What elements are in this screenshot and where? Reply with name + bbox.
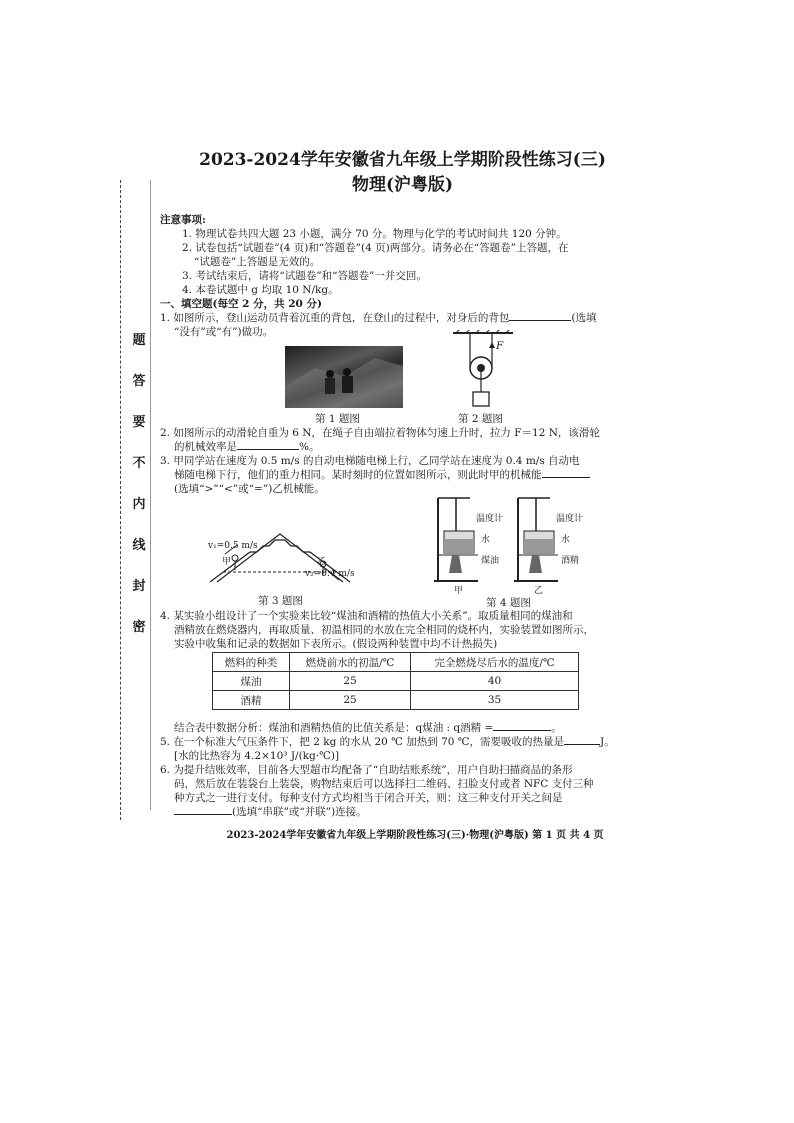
pulley-diagram xyxy=(448,330,518,412)
question-4-line2: 酒精放在燃烧器内，再取质量、初温相同的水放在完全相同的烧杯内，实验装置如图所示， xyxy=(174,624,594,636)
table-header: 燃烧前水的初温/℃ xyxy=(290,653,411,672)
table-cell: 25 xyxy=(290,672,411,691)
notice-item: 2. 试卷包括“试题卷”(4 页)和“答题卷”(4 页)两部分。请务必在“答题卷”上答题，在 xyxy=(182,242,569,254)
force-label-F: F xyxy=(496,340,504,352)
seal-char: 线 xyxy=(132,538,146,553)
q6-text: (选填“串联”或“并联”)连接。 xyxy=(232,806,367,818)
q4-text: 。 xyxy=(551,722,562,734)
v2-label: v₂=0.4 m/s xyxy=(305,569,355,579)
page-subtitle: 物理(沪粤版) xyxy=(351,175,454,195)
answer-blank[interactable] xyxy=(493,730,551,731)
thermometer-label-left: 温度计 xyxy=(476,514,504,524)
question-1 xyxy=(160,312,596,326)
question-5-line2: [水的比热容为 4.2×10³ J/(kg·℃)] xyxy=(174,750,340,762)
seal-char: 要 xyxy=(132,415,146,430)
q5-text: 5. 在一个标准大气压条件下，把 2 kg 的水从 20 ℃ 加热到 70 ℃，需要吸收的热量是 xyxy=(160,736,565,748)
data-table xyxy=(212,652,579,710)
notice-item: 1. 物理试卷共四大题 23 小题，满分 70 分。物理与化学的考试时间共 120 分钟。 xyxy=(182,228,567,240)
table-cell: 40 xyxy=(411,672,579,691)
seal-dashed-line xyxy=(120,180,121,820)
q4-text: 结合表中数据分析：煤油和酒精热值的比值关系是：q煤油 : q酒精 = xyxy=(174,722,494,734)
page-footer: 2023-2024学年安徽省九年级上学期阶段性练习(三)·物理(沪粤版) 第 1 页 共 4 页 xyxy=(226,830,604,841)
question-4: 4. 某实验小组设计了一个实验来比较“煤油和酒精的热值大小关系”。取质量相同的煤油和 xyxy=(160,610,573,622)
section-heading: 一、填空题(每空 2 分，共 20 分) xyxy=(160,298,322,310)
q1-text: 1. 如图所示，登山运动员背着沉重的背包，在登山的过程中，对身后的背包 xyxy=(160,312,510,324)
page-title: 2023-2024学年安徽省九年级上学期阶段性练习(三) xyxy=(199,150,606,170)
label-jia-fig4: 甲 xyxy=(454,586,464,596)
kerosene-label: 煤油 xyxy=(481,556,500,566)
q1-text: (选填 xyxy=(571,312,597,324)
table-cell: 煤油 xyxy=(213,672,290,691)
question-2-line2 xyxy=(174,441,319,455)
seal-char: 题 xyxy=(132,333,146,348)
question-3: 3. 甲同学站在速度为 0.5 m/s 的自动电梯随电梯上行，乙同学站在速度为 0.4 m/s 自动电 xyxy=(160,455,580,467)
question-3-line3: (选填“>”“<”或“=”)乙机械能。 xyxy=(174,483,325,495)
notice-item: 3. 考试结束后，请将“试题卷”和“答题卷”一并交回。 xyxy=(182,270,427,282)
question-3-line2 xyxy=(174,469,590,483)
answer-blank[interactable] xyxy=(509,320,571,321)
answer-blank[interactable] xyxy=(564,744,600,745)
label-jia: 甲 xyxy=(222,557,232,567)
table-cell: 25 xyxy=(290,691,411,710)
table-header: 完全燃烧尽后水的温度/℃ xyxy=(411,653,579,672)
fig1-caption: 第 1 题图 xyxy=(315,413,360,425)
fig3-caption: 第 3 题图 xyxy=(258,595,303,607)
q1-text-line2: “没有”或“有”)做功。 xyxy=(174,326,274,338)
label-yi-fig4: 乙 xyxy=(534,586,544,596)
question-6-line3: 种方式之一进行支付。每种支付方式均相当于闭合开关，则：这三种支付开关之间是 xyxy=(174,792,563,804)
question-6: 6. 为提升结账效率，目前各大型超市均配备了“自助结账系统”，用户自助扫描商品的条形 xyxy=(160,764,573,776)
question-2: 2. 如图所示的动滑轮自重为 6 N，在绳子自由端拉着物体匀速上升时，拉力 F＝12 N，该滑轮 xyxy=(160,427,600,439)
water-label-left: 水 xyxy=(481,535,491,545)
question-4-analysis xyxy=(174,722,562,736)
alcohol-label: 酒精 xyxy=(561,556,580,566)
seal-line-text xyxy=(128,330,150,638)
answer-blank[interactable] xyxy=(237,449,299,450)
answer-blank[interactable] xyxy=(174,814,232,815)
v1-label: v₁=0.5 m/s xyxy=(208,541,258,551)
table-cell: 35 xyxy=(411,691,579,710)
q2-text: 的机械效率是 xyxy=(174,441,237,453)
question-4-line3: 实验中收集和记录的数据如下表所示。(假设两种装置中均不计热损失) xyxy=(174,638,498,650)
q5-text: J。 xyxy=(600,736,615,748)
climbers-photo xyxy=(285,346,403,408)
seal-char: 内 xyxy=(132,497,146,512)
fig4-caption: 第 4 题图 xyxy=(486,597,531,609)
table-cell: 酒精 xyxy=(213,691,290,710)
question-5 xyxy=(160,736,615,750)
table-header-row xyxy=(213,653,579,672)
seal-char: 答 xyxy=(132,374,146,389)
seal-char: 不 xyxy=(132,456,146,471)
fig2-caption: 第 2 题图 xyxy=(458,413,503,425)
question-6-line4 xyxy=(174,806,367,820)
notice-heading: 注意事项: xyxy=(160,214,206,226)
q2-text: %。 xyxy=(299,441,320,453)
margin-rule xyxy=(150,180,151,810)
table-row xyxy=(213,672,579,691)
q3-text: 梯随电梯下行，他们的重力相同。某时刻时的位置如图所示，则此时甲的机械能 xyxy=(174,469,542,481)
notice-item: 4. 本卷试题中 g 均取 10 N/kg。 xyxy=(182,284,339,296)
seal-char: 密 xyxy=(132,620,146,635)
thermometer-label-right: 温度计 xyxy=(556,514,584,524)
question-6-line2: 码，然后放在装袋台上装袋，购物结束后可以选择扫二维码、扫脸支付或者 NFC 支付三种 xyxy=(174,778,594,790)
table-header: 燃料的种类 xyxy=(213,653,290,672)
notice-item: “试题卷”上答题是无效的。 xyxy=(194,256,321,268)
label-yi: 乙 xyxy=(317,557,327,567)
water-label-right: 水 xyxy=(561,535,571,545)
answer-blank[interactable] xyxy=(542,477,590,478)
seal-char: 封 xyxy=(132,579,146,594)
table-row xyxy=(213,691,579,710)
